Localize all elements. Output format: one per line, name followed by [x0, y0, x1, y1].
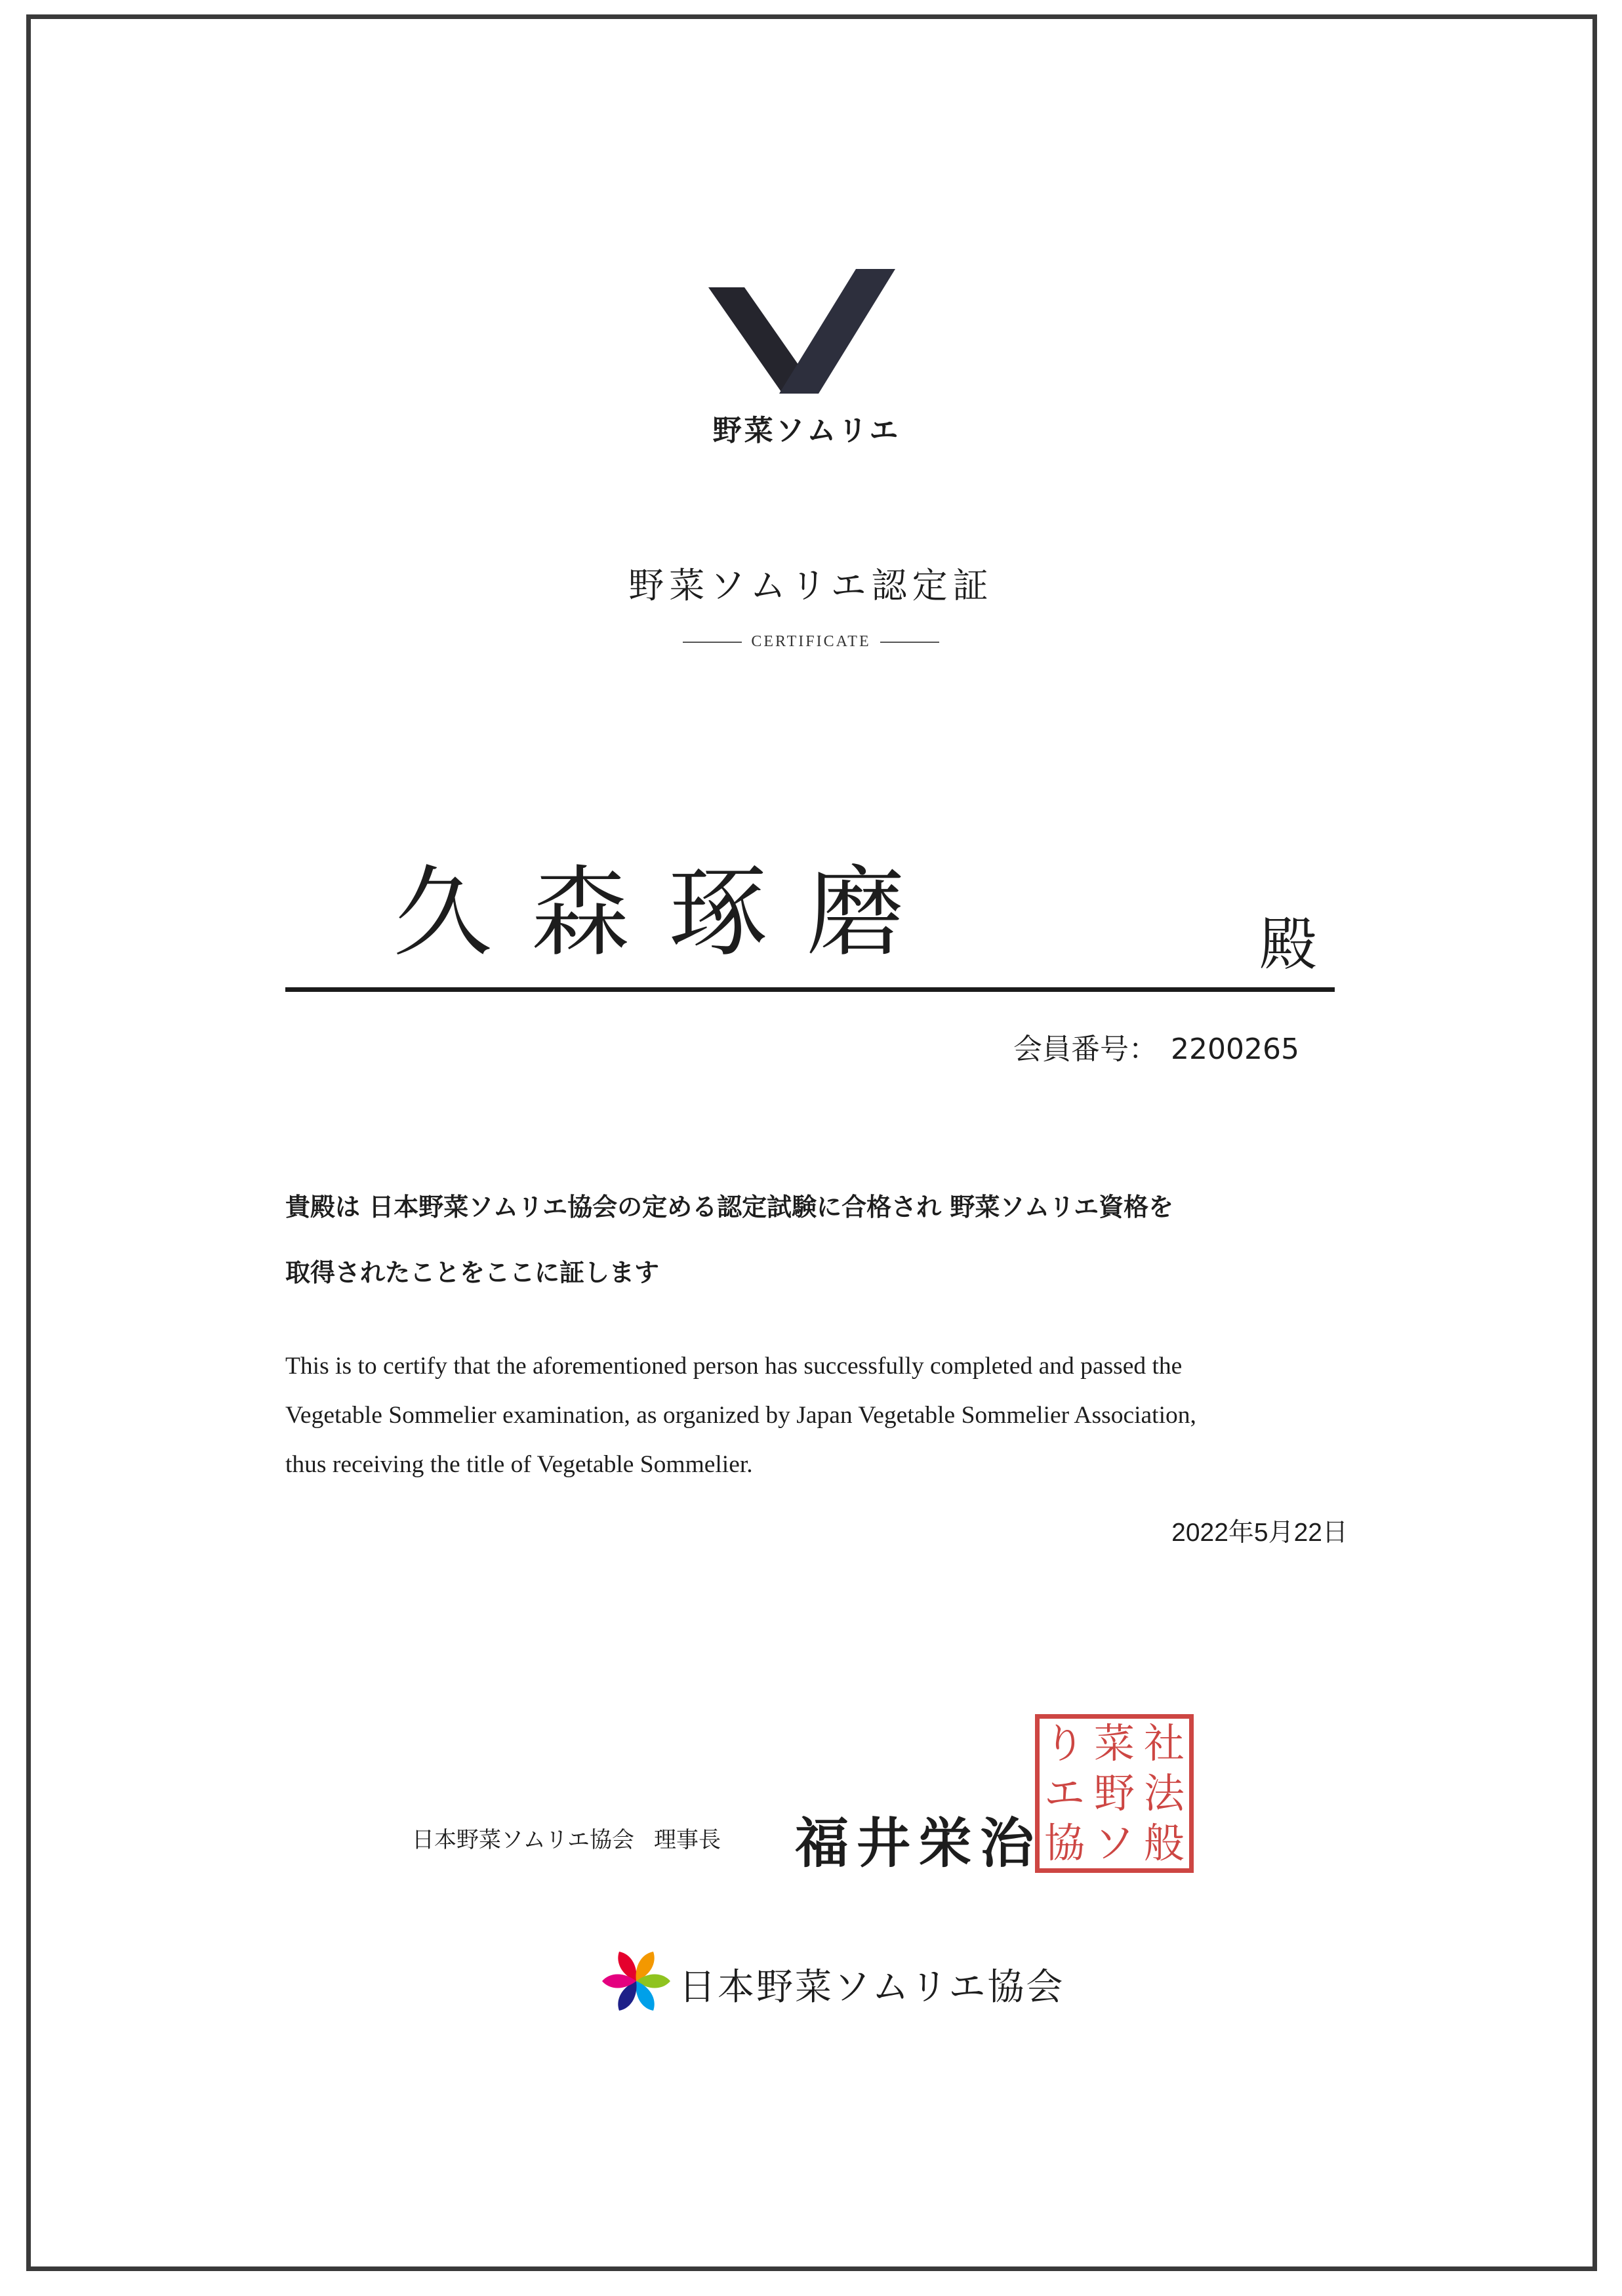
member-number-label: 会員番号：: [1013, 1033, 1158, 1066]
v-logo-icon: [708, 269, 899, 400]
member-number: [1013, 1025, 1299, 1067]
recipient-honorific: 殿: [1259, 911, 1318, 978]
english-statement: [285, 1342, 1348, 1489]
signatory-title: [412, 1822, 721, 1854]
issue-date: 2022年5月22日: [1171, 1519, 1348, 1547]
seal-char: 野: [1093, 1769, 1135, 1817]
english-statement-line: Vegetable Sommelier examination, as organized by Japan Vegetable Sommelier Association,: [285, 1402, 1196, 1429]
english-statement-line: This is to certify that the aforementioned person has successfully completed and passed the: [285, 1353, 1183, 1380]
seal-char: 協: [1044, 1819, 1085, 1867]
member-number-value: 2200265: [1171, 1033, 1299, 1066]
footer-organization: 日本野菜ソムリエ協会: [679, 1966, 1065, 2009]
logo-text: 野菜ソムリエ: [712, 414, 901, 447]
seal-char: 法: [1143, 1769, 1185, 1817]
recipient-name: 久森琢磨: [394, 856, 945, 970]
subtitle-text: CERTIFICATE: [751, 633, 871, 650]
seal-char: り: [1044, 1719, 1085, 1767]
official-seal-icon: [1035, 1714, 1194, 1873]
subtitle-rule-left: [683, 642, 742, 643]
signatory-role: 理事長: [653, 1827, 721, 1853]
japanese-statement-line: 貴殿は 日本野菜ソムリエ協会の定める認定試験に合格され 野菜ソムリエ資格を: [285, 1193, 1174, 1221]
seal-char: 社: [1143, 1719, 1185, 1767]
certificate-title: 野菜ソムリエ認定証: [628, 565, 994, 606]
name-underline: [285, 987, 1335, 992]
flower-logo-icon: [600, 1945, 672, 2017]
seal-char: 般: [1143, 1819, 1185, 1867]
seal-char: ソ: [1093, 1819, 1135, 1867]
seal-char: 菜: [1093, 1719, 1135, 1767]
signatory-organization: 日本野菜ソムリエ協会: [412, 1827, 634, 1853]
certificate-subtitle: [0, 633, 1622, 651]
japanese-statement-line: 取得されたことをここに証します: [285, 1258, 660, 1287]
seal-char: エ: [1044, 1769, 1085, 1817]
english-statement-line: thus receiving the title of Vegetable Sommelier.: [285, 1451, 753, 1478]
japanese-statement: [285, 1174, 1348, 1305]
subtitle-rule-right: [880, 642, 939, 643]
signatory-name: 福井栄治: [795, 1812, 1042, 1875]
